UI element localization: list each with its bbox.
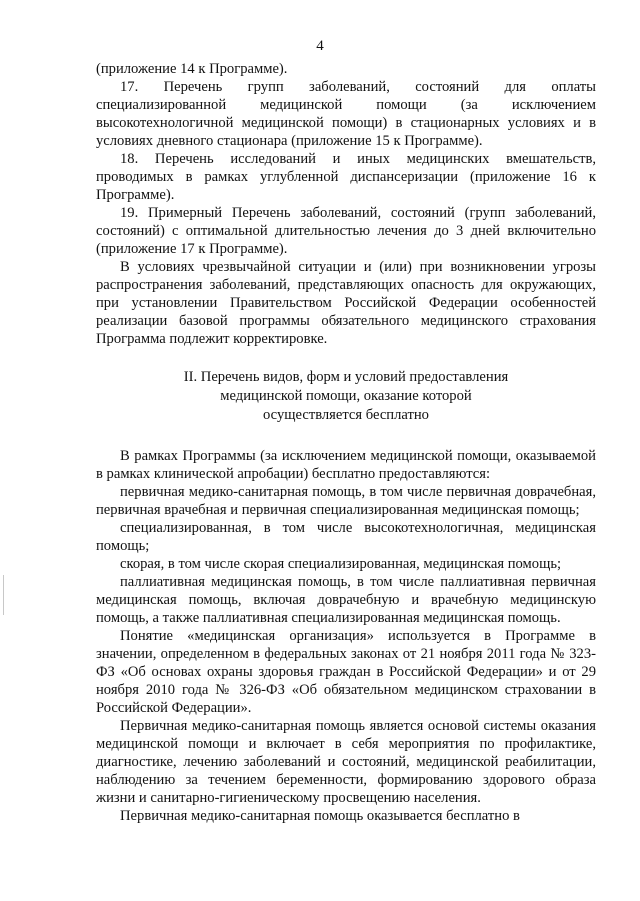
paragraph-appendix-14-continuation: (приложение 14 к Программе). xyxy=(96,61,288,77)
section-heading xyxy=(96,368,596,425)
document-body xyxy=(96,60,596,825)
paragraph-emergency-care: скорая, в том числе скорая специализированная, медицинская помощь; xyxy=(120,556,562,572)
paragraph-item-18: 18. Перечень исследований и иных медицинских вмешательств, проводимых в рамках углубленной диспансеризации (приложение 16 к Программе). xyxy=(96,151,596,203)
paragraph-item-17: 17. Перечень групп заболеваний, состояний для оплаты специализированной медицинской помощи (за исключением высокотехнологичной медицинской помощи) в стационарных условиях и в условиях дневного стационара (приложение 15 к Программе). xyxy=(96,79,596,149)
paragraph-emergency-adjustment: В условиях чрезвычайной ситуации и (или) при возникновении угрозы распространения заболеваний, представляющих опасность для окружающих, при установлении Правительством Российской Федерации особенностей реализации базовой программы обязательного медицинского страхования Программа подлежит корректировке. xyxy=(96,259,596,347)
scan-margin-mark xyxy=(3,575,4,615)
paragraph-medical-organization-definition: Понятие «медицинская организация» используется в Программе в значении, определенном в федеральных законах от 21 ноября 2011 года № 323-ФЗ «Об основах охраны здоровья граждан в Российской Федерации» и от 29 ноября 2010 года № 326-ФЗ «Об обязательном медицинском страховании в Российской Федерации». xyxy=(96,628,596,716)
paragraph-specialized-care: специализированная, в том числе высокотехнологичная, медицинская помощь; xyxy=(96,520,596,554)
page-number: 4 xyxy=(316,38,324,54)
section-heading-line-1: II. Перечень видов, форм и условий предоставления xyxy=(183,369,509,385)
paragraph-primary-care-free: Первичная медико-санитарная помощь оказывается бесплатно в xyxy=(120,808,520,824)
paragraph-primary-care-basis: Первичная медико-санитарная помощь является основой системы оказания медицинской помощи и включает в себя мероприятия по профилактике, диагностике, лечению заболеваний и состояний, медицинской реабилитации, наблюдению за течением беременности, формированию здорового образа жизни и санитарно-гигиеническому просвещению населения. xyxy=(96,718,596,806)
paragraph-primary-care: первичная медико-санитарная помощь, в том числе первичная доврачебная, первичная врачебная и первичная специализированная медицинская помощь; xyxy=(96,484,596,518)
section-heading-line-3: осуществляется бесплатно xyxy=(263,407,429,423)
paragraph-palliative-care: паллиативная медицинская помощь, в том числе паллиативная первичная медицинская помощь, включая доврачебную и врачебную медицинскую помощь, а также паллиативная специализированная медицинская помощь. xyxy=(96,574,596,626)
paragraph-free-provision-intro: В рамках Программы (за исключением медицинской помощи, оказываемой в рамках клинической апробации) бесплатно предоставляются: xyxy=(96,448,596,482)
paragraph-item-19: 19. Примерный Перечень заболеваний, состояний (групп заболеваний, состояний) с оптимальной длительностью лечения до 3 дней включительно (приложение 17 к Программе). xyxy=(96,205,596,257)
section-heading-line-2: медицинской помощи, оказание которой xyxy=(220,388,472,404)
